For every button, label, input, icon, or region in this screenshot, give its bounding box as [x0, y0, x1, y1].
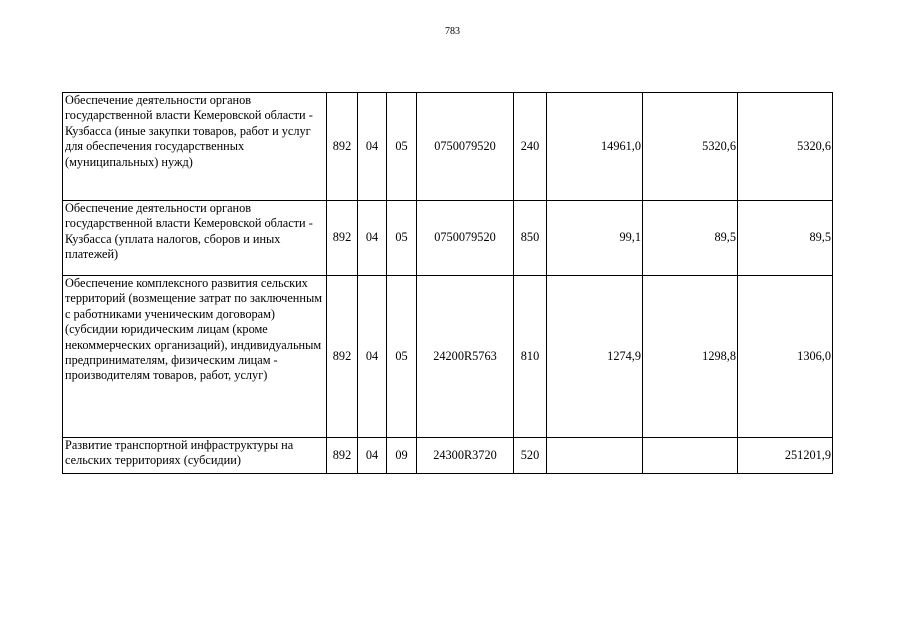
- ministry-code: 892: [327, 438, 358, 474]
- expense-type-code: 240: [514, 93, 547, 201]
- amount-year-2: [643, 438, 738, 474]
- ministry-code: 892: [327, 93, 358, 201]
- row-name: Обеспечение комплексного развития сельских территорий (возмещение затрат по заключенным с работниками ученическим договорам) (субсидии юридическим лицам (кроме некоммерческих организаций), индивидуальным предпринимателям, физическим лицам - производителям товаров, работ, услуг): [63, 276, 327, 438]
- subsection-code: 05: [387, 201, 417, 276]
- table-row: [63, 438, 833, 474]
- expense-type-code: 850: [514, 201, 547, 276]
- table-row: [63, 276, 833, 438]
- expense-type-code: 810: [514, 276, 547, 438]
- section-code: 04: [358, 93, 387, 201]
- subsection-code: 09: [387, 438, 417, 474]
- row-name: Развитие транспортной инфраструктуры на сельских территориях (субсидии): [63, 438, 327, 474]
- table-row: [63, 201, 833, 276]
- amount-year-1: 1274,9: [547, 276, 643, 438]
- amount-year-1: 14961,0: [547, 93, 643, 201]
- amount-year-2: 89,5: [643, 201, 738, 276]
- row-name: Обеспечение деятельности органов государственной власти Кемеровской области - Кузбасса (иные закупки товаров, работ и услуг для обеспечения государственных (муниципальных) нужд): [63, 93, 327, 201]
- ministry-code: 892: [327, 276, 358, 438]
- target-article-code: 24300R3720: [417, 438, 514, 474]
- amount-year-3: 5320,6: [738, 93, 833, 201]
- target-article-code: 0750079520: [417, 201, 514, 276]
- section-code: 04: [358, 438, 387, 474]
- amount-year-1: 99,1: [547, 201, 643, 276]
- section-code: 04: [358, 276, 387, 438]
- table-row: [63, 93, 833, 201]
- subsection-code: 05: [387, 276, 417, 438]
- target-article-code: 0750079520: [417, 93, 514, 201]
- page-number: 783: [445, 26, 460, 37]
- amount-year-3: 89,5: [738, 201, 833, 276]
- target-article-code: 24200R5763: [417, 276, 514, 438]
- expense-type-code: 520: [514, 438, 547, 474]
- budget-table: [62, 92, 833, 474]
- amount-year-3: 251201,9: [738, 438, 833, 474]
- amount-year-2: 1298,8: [643, 276, 738, 438]
- amount-year-3: 1306,0: [738, 276, 833, 438]
- subsection-code: 05: [387, 93, 417, 201]
- row-name: Обеспечение деятельности органов государственной власти Кемеровской области - Кузбасса (уплата налогов, сборов и иных платежей): [63, 201, 327, 276]
- amount-year-1: [547, 438, 643, 474]
- section-code: 04: [358, 201, 387, 276]
- ministry-code: 892: [327, 201, 358, 276]
- amount-year-2: 5320,6: [643, 93, 738, 201]
